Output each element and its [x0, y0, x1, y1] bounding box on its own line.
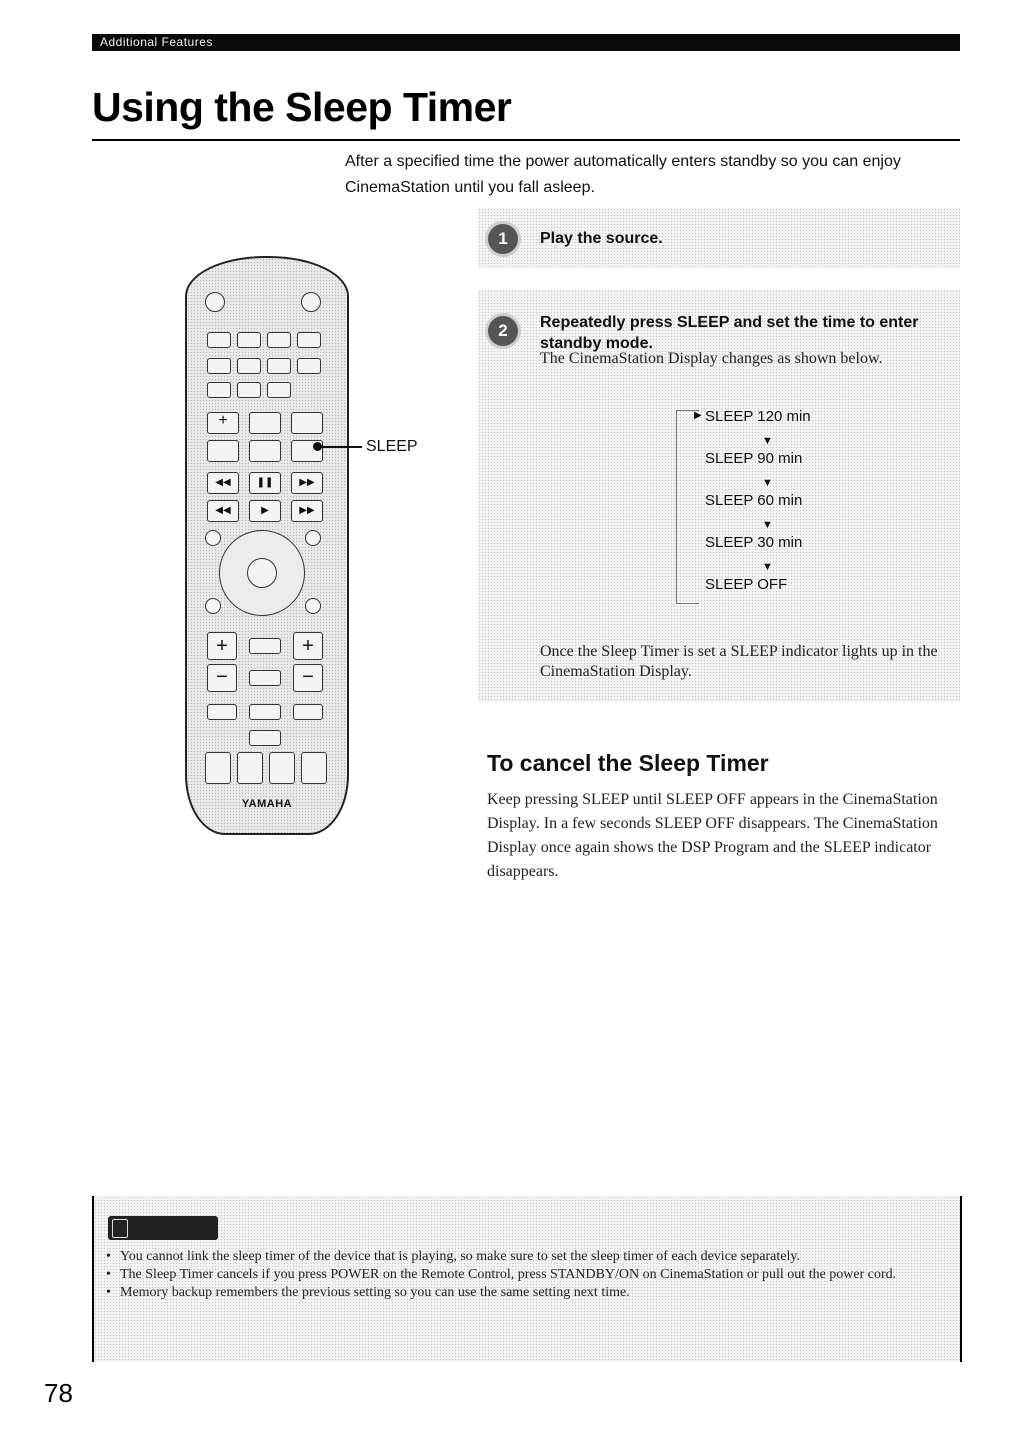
remote-prev-button: ◀◀: [207, 500, 239, 522]
advice-tab: [108, 1216, 218, 1240]
step-1-heading: Play the source.: [540, 230, 663, 247]
remote-volume-down-button: −: [207, 664, 237, 692]
remote-power-button: [205, 292, 225, 312]
remote-next-button: ▶▶: [291, 500, 323, 522]
remote-bottom-button-3: [269, 752, 295, 784]
sequence-pointer-icon: ▶: [694, 410, 702, 421]
remote-bottom-button-4: [301, 752, 327, 784]
remote-input-button-1: [207, 332, 231, 348]
remote-enter-button: [247, 558, 277, 588]
page-number: 78: [44, 1378, 73, 1408]
remote-forward-button: ▶▶: [291, 472, 323, 494]
remote-play-button: ▶: [249, 500, 281, 522]
step-2-heading: Repeatedly press SLEEP and set the time to enter standby mode.: [540, 314, 919, 352]
section-header-bar: [92, 34, 960, 51]
remote-right-button: [291, 412, 323, 434]
remote-standby-button: [301, 292, 321, 312]
sequence-item: SLEEP 60 min: [705, 492, 803, 509]
remote-rewind-button: ◀◀: [207, 472, 239, 494]
remote-channel-down-button: −: [293, 664, 323, 692]
sequence-item: SLEEP 30 min: [705, 534, 803, 551]
remote-mid-button: [249, 412, 281, 434]
cancel-body: Keep pressing SLEEP until SLEEP OFF appears in the CinemaStation Display. In a few seconds SLEEP OFF disappears. The CinemaStation Display once again shows the DSP Program and the SLEEP indicator disappears.: [487, 791, 938, 880]
intro-text: After a specified time the power automatically enters standby so you can enjoy CinemaStation until you fall asleep.: [345, 153, 901, 196]
sleep-callout-label: SLEEP: [366, 438, 418, 455]
remote-input-button-4: [297, 332, 321, 348]
remote-pause-button: [249, 440, 281, 462]
sequence-arrow: ▼: [762, 561, 773, 573]
remote-plus-button: +: [207, 412, 239, 434]
remote-center-button: [249, 670, 281, 686]
remote-bottom-button-2: [237, 752, 263, 784]
remote-function-button-1: [207, 704, 237, 720]
remote-return-button-left: [205, 598, 221, 614]
remote-input-button-11: [267, 382, 291, 398]
remote-return-button-right: [305, 598, 321, 614]
sequence-item: SLEEP OFF: [705, 576, 788, 593]
cancel-heading: To cancel the Sleep Timer: [487, 750, 769, 776]
step-2-panel: [478, 290, 960, 702]
title-rule: [92, 139, 960, 141]
remote-menu-button-right: [305, 530, 321, 546]
remote-input-button-6: [237, 358, 261, 374]
remote-control-illustration: [185, 256, 349, 835]
sequence-loop-bracket: [676, 410, 699, 604]
remote-input-button-9: [207, 382, 231, 398]
remote-brand-logo: YAMAHA: [241, 798, 293, 810]
remote-input-button-5: [207, 358, 231, 374]
sequence-note: Once the Sleep Timer is set a SLEEP indicator lights up in the CinemaStation Display.: [540, 643, 938, 680]
advice-item: • The Sleep Timer cancels if you press POWER on the Remote Control, press STANDBY/ON on CinemaStation or pull out the power cord.: [106, 1266, 946, 1284]
step-2-number: 2: [488, 316, 518, 346]
remote-function-button-2: [249, 704, 281, 720]
remote-channel-up-button: +: [293, 632, 323, 660]
sequence-item: SLEEP 90 min: [705, 450, 803, 467]
step-1-panel: [478, 208, 960, 268]
remote-function-button-3: [293, 704, 323, 720]
page-title: Using the Sleep Timer: [92, 84, 512, 130]
remote-input-button-10: [237, 382, 261, 398]
remote-input-button-3: [267, 332, 291, 348]
remote-stop-button: [207, 440, 239, 462]
remote-menu-button-left: [205, 530, 221, 546]
remote-input-button-8: [297, 358, 321, 374]
advice-document-icon: [112, 1219, 128, 1238]
advice-item: • You cannot link the sleep timer of the device that is playing, so make sure to set the sleep timer of each device separately.: [106, 1248, 946, 1266]
remote-volume-up-button: +: [207, 632, 237, 660]
remote-bottom-button-1: [205, 752, 231, 784]
step-2-description: The CinemaStation Display changes as shown below.: [540, 350, 883, 367]
advice-item: • Memory backup remembers the previous setting so you can use the same setting next time.: [106, 1284, 946, 1302]
remote-function-button-4: [249, 730, 281, 746]
remote-mute-button: [249, 638, 281, 654]
sequence-item: SLEEP 120 min: [705, 408, 811, 425]
remote-input-button-7: [267, 358, 291, 374]
remote-pause2-button: ❚❚: [249, 472, 281, 494]
sequence-arrow: ▼: [762, 477, 773, 489]
step-1-number: 1: [488, 224, 518, 254]
sequence-arrow: ▼: [762, 435, 773, 447]
sleep-callout-line: [318, 446, 362, 448]
advice-box: [92, 1196, 962, 1362]
advice-list: [106, 1248, 946, 1302]
remote-input-button-2: [237, 332, 261, 348]
sequence-arrow: ▼: [762, 519, 773, 531]
section-label: Additional Features: [100, 35, 213, 49]
